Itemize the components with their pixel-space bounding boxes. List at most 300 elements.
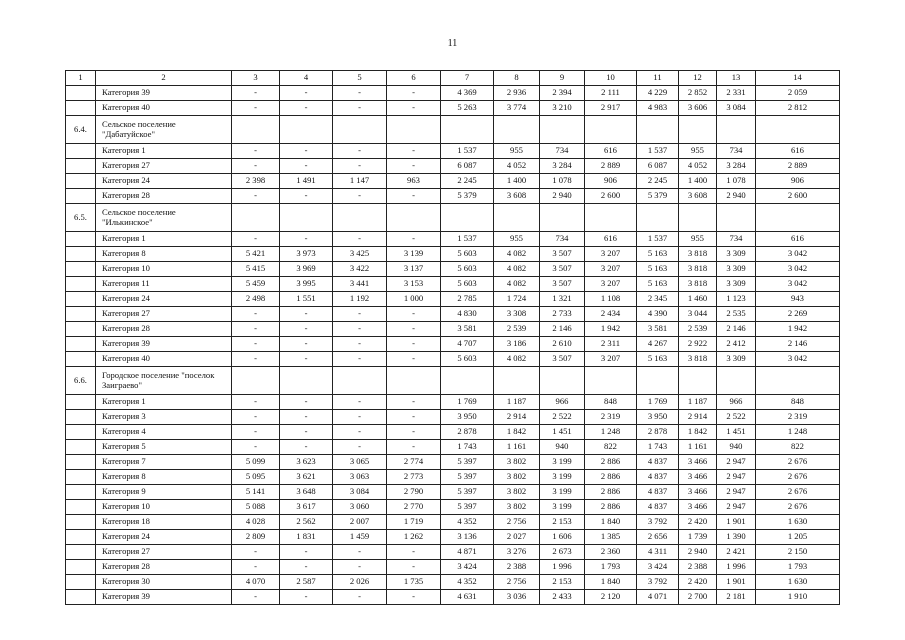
value-cell: 3 950 bbox=[637, 410, 679, 425]
value-cell: 1 793 bbox=[585, 560, 637, 575]
value-cell: 1 078 bbox=[717, 174, 756, 189]
value-cell: 4 871 bbox=[441, 545, 494, 560]
value-cell: 2 878 bbox=[441, 425, 494, 440]
tariff-table bbox=[65, 70, 840, 605]
column-header: 10 bbox=[585, 71, 637, 86]
value-cell: 2 433 bbox=[540, 590, 585, 605]
value-cell: 3 818 bbox=[679, 262, 717, 277]
row-number: 6.4. bbox=[66, 116, 96, 144]
value-cell: 3 581 bbox=[637, 322, 679, 337]
category-name: Категория 5 bbox=[96, 440, 232, 455]
value-cell: 2 878 bbox=[637, 425, 679, 440]
value-cell: 3 042 bbox=[756, 277, 840, 292]
value-cell: 3 084 bbox=[717, 101, 756, 116]
table-row bbox=[66, 247, 840, 262]
value-cell: 1 901 bbox=[717, 575, 756, 590]
value-cell: 2 319 bbox=[585, 410, 637, 425]
value-cell: - bbox=[232, 395, 280, 410]
value-cell: 4 082 bbox=[494, 247, 540, 262]
table-row bbox=[66, 575, 840, 590]
value-cell: 1 451 bbox=[717, 425, 756, 440]
value-cell: 5 163 bbox=[637, 262, 679, 277]
value-cell: 1 537 bbox=[441, 144, 494, 159]
value-cell: 734 bbox=[540, 144, 585, 159]
value-cell: - bbox=[333, 144, 387, 159]
value-cell bbox=[717, 367, 756, 395]
category-name: Категория 18 bbox=[96, 515, 232, 530]
value-cell: 966 bbox=[540, 395, 585, 410]
value-cell: 3 623 bbox=[280, 455, 333, 470]
value-cell: 5 099 bbox=[232, 455, 280, 470]
column-header-row bbox=[66, 71, 840, 86]
value-cell: 2 886 bbox=[585, 470, 637, 485]
value-cell: 1 719 bbox=[387, 515, 441, 530]
value-cell: 1 451 bbox=[540, 425, 585, 440]
value-cell: 2 111 bbox=[585, 86, 637, 101]
value-cell: - bbox=[280, 159, 333, 174]
value-cell: 2 922 bbox=[679, 337, 717, 352]
row-number bbox=[66, 262, 96, 277]
value-cell: 3 063 bbox=[333, 470, 387, 485]
value-cell: 3 818 bbox=[679, 247, 717, 262]
row-number bbox=[66, 410, 96, 425]
value-cell: 3 207 bbox=[585, 247, 637, 262]
category-name: Категория 1 bbox=[96, 395, 232, 410]
table-row bbox=[66, 292, 840, 307]
table-row bbox=[66, 189, 840, 204]
category-name: Категория 1 bbox=[96, 144, 232, 159]
table-row bbox=[66, 440, 840, 455]
value-cell: 2 886 bbox=[585, 485, 637, 500]
value-cell: - bbox=[280, 232, 333, 247]
value-cell: 4 071 bbox=[637, 590, 679, 605]
value-cell: 1 460 bbox=[679, 292, 717, 307]
value-cell: 2 947 bbox=[717, 500, 756, 515]
value-cell: 5 397 bbox=[441, 485, 494, 500]
value-cell bbox=[280, 367, 333, 395]
value-cell: 2 600 bbox=[585, 189, 637, 204]
value-cell: - bbox=[232, 410, 280, 425]
category-name: Категория 10 bbox=[96, 500, 232, 515]
value-cell: 4 631 bbox=[441, 590, 494, 605]
value-cell: - bbox=[280, 440, 333, 455]
category-name: Категория 4 bbox=[96, 425, 232, 440]
value-cell: 3 060 bbox=[333, 500, 387, 515]
value-cell: - bbox=[333, 440, 387, 455]
value-cell: 2 947 bbox=[717, 470, 756, 485]
table-row bbox=[66, 455, 840, 470]
value-cell: 2 269 bbox=[756, 307, 840, 322]
value-cell: 2 773 bbox=[387, 470, 441, 485]
value-cell: 1 901 bbox=[717, 515, 756, 530]
table-row bbox=[66, 352, 840, 367]
value-cell: - bbox=[387, 144, 441, 159]
category-name: Категория 27 bbox=[96, 545, 232, 560]
value-cell: 2 940 bbox=[679, 545, 717, 560]
value-cell: 1 942 bbox=[585, 322, 637, 337]
value-cell: 2 146 bbox=[717, 322, 756, 337]
column-header: 4 bbox=[280, 71, 333, 86]
value-cell: 3 042 bbox=[756, 352, 840, 367]
row-number bbox=[66, 307, 96, 322]
row-number bbox=[66, 292, 96, 307]
value-cell bbox=[494, 367, 540, 395]
value-cell: 955 bbox=[494, 232, 540, 247]
row-number bbox=[66, 485, 96, 500]
value-cell: - bbox=[387, 101, 441, 116]
value-cell: 3 802 bbox=[494, 485, 540, 500]
value-cell: 4 082 bbox=[494, 262, 540, 277]
value-cell: 3 308 bbox=[494, 307, 540, 322]
value-cell bbox=[232, 204, 280, 232]
row-number bbox=[66, 470, 96, 485]
row-number bbox=[66, 455, 96, 470]
row-number bbox=[66, 144, 96, 159]
value-cell: 940 bbox=[717, 440, 756, 455]
value-cell: 3 802 bbox=[494, 470, 540, 485]
table-row bbox=[66, 159, 840, 174]
value-cell: 1 630 bbox=[756, 575, 840, 590]
value-cell: 2 562 bbox=[280, 515, 333, 530]
value-cell: 1 400 bbox=[494, 174, 540, 189]
value-cell: - bbox=[232, 307, 280, 322]
value-cell: 3 802 bbox=[494, 500, 540, 515]
value-cell: 2 673 bbox=[540, 545, 585, 560]
value-cell: 2 889 bbox=[756, 159, 840, 174]
value-cell bbox=[585, 204, 637, 232]
row-number bbox=[66, 425, 96, 440]
value-cell: 906 bbox=[585, 174, 637, 189]
table-row bbox=[66, 425, 840, 440]
value-cell: - bbox=[333, 337, 387, 352]
value-cell: 822 bbox=[756, 440, 840, 455]
value-cell: 5 603 bbox=[441, 262, 494, 277]
section-row bbox=[66, 116, 840, 144]
value-cell: 1 248 bbox=[585, 425, 637, 440]
table-row bbox=[66, 174, 840, 189]
value-cell: - bbox=[387, 307, 441, 322]
value-cell: 5 379 bbox=[637, 189, 679, 204]
value-cell: 616 bbox=[585, 144, 637, 159]
value-cell: 3 210 bbox=[540, 101, 585, 116]
value-cell: - bbox=[280, 560, 333, 575]
value-cell: 1 385 bbox=[585, 530, 637, 545]
value-cell: 1 537 bbox=[637, 232, 679, 247]
value-cell: 2 917 bbox=[585, 101, 637, 116]
table-row bbox=[66, 101, 840, 116]
value-cell: 2 146 bbox=[756, 337, 840, 352]
value-cell: 2 394 bbox=[540, 86, 585, 101]
value-cell: - bbox=[387, 322, 441, 337]
value-cell: - bbox=[232, 189, 280, 204]
value-cell bbox=[585, 367, 637, 395]
value-cell: - bbox=[232, 322, 280, 337]
value-cell: 3 608 bbox=[679, 189, 717, 204]
value-cell: 4 369 bbox=[441, 86, 494, 101]
value-cell: 5 163 bbox=[637, 352, 679, 367]
value-cell: - bbox=[280, 189, 333, 204]
table-row bbox=[66, 410, 840, 425]
value-cell: 1 000 bbox=[387, 292, 441, 307]
value-cell: 2 146 bbox=[540, 322, 585, 337]
value-cell: 3 422 bbox=[333, 262, 387, 277]
category-name: Категория 30 bbox=[96, 575, 232, 590]
table-row bbox=[66, 560, 840, 575]
value-cell: 1 161 bbox=[494, 440, 540, 455]
value-cell: 2 153 bbox=[540, 575, 585, 590]
value-cell: 1 840 bbox=[585, 575, 637, 590]
value-cell bbox=[333, 204, 387, 232]
value-cell: 3 802 bbox=[494, 455, 540, 470]
value-cell: 2 610 bbox=[540, 337, 585, 352]
value-cell: 5 163 bbox=[637, 277, 679, 292]
value-cell: - bbox=[232, 159, 280, 174]
value-cell: - bbox=[387, 590, 441, 605]
value-cell: 2 059 bbox=[756, 86, 840, 101]
value-cell bbox=[232, 367, 280, 395]
value-cell: - bbox=[387, 352, 441, 367]
value-cell: - bbox=[387, 395, 441, 410]
value-cell: 3 186 bbox=[494, 337, 540, 352]
table-row bbox=[66, 262, 840, 277]
column-header: 7 bbox=[441, 71, 494, 86]
value-cell: - bbox=[280, 395, 333, 410]
row-number bbox=[66, 101, 96, 116]
value-cell bbox=[387, 204, 441, 232]
category-name: Категория 39 bbox=[96, 86, 232, 101]
value-cell: 5 379 bbox=[441, 189, 494, 204]
value-cell: 3 309 bbox=[717, 262, 756, 277]
value-cell: 1 537 bbox=[441, 232, 494, 247]
value-cell bbox=[232, 116, 280, 144]
value-cell: 1 630 bbox=[756, 515, 840, 530]
value-cell bbox=[717, 116, 756, 144]
row-number bbox=[66, 247, 96, 262]
row-number bbox=[66, 545, 96, 560]
value-cell: 2 947 bbox=[717, 485, 756, 500]
table-row bbox=[66, 515, 840, 530]
value-cell: - bbox=[333, 395, 387, 410]
value-cell: 3 507 bbox=[540, 352, 585, 367]
value-cell: 3 424 bbox=[637, 560, 679, 575]
value-cell: - bbox=[333, 590, 387, 605]
category-name: Категория 7 bbox=[96, 455, 232, 470]
category-name: Категория 24 bbox=[96, 530, 232, 545]
value-cell: 5 397 bbox=[441, 500, 494, 515]
value-cell: 3 199 bbox=[540, 470, 585, 485]
value-cell: 1 161 bbox=[679, 440, 717, 455]
category-name: Категория 1 bbox=[96, 232, 232, 247]
value-cell: 1 123 bbox=[717, 292, 756, 307]
value-cell bbox=[441, 116, 494, 144]
value-cell: 3 084 bbox=[333, 485, 387, 500]
value-cell: 4 983 bbox=[637, 101, 679, 116]
value-cell bbox=[585, 116, 637, 144]
value-cell: 906 bbox=[756, 174, 840, 189]
value-cell bbox=[494, 116, 540, 144]
category-name: Категория 28 bbox=[96, 560, 232, 575]
category-name: Категория 8 bbox=[96, 470, 232, 485]
value-cell: 2 889 bbox=[585, 159, 637, 174]
value-cell: 1 793 bbox=[756, 560, 840, 575]
value-cell: 1 147 bbox=[333, 174, 387, 189]
category-name: Категория 27 bbox=[96, 159, 232, 174]
value-cell: 5 163 bbox=[637, 247, 679, 262]
value-cell: 2 914 bbox=[679, 410, 717, 425]
value-cell: - bbox=[232, 560, 280, 575]
value-cell: 5 141 bbox=[232, 485, 280, 500]
value-cell: - bbox=[280, 307, 333, 322]
value-cell: 4 390 bbox=[637, 307, 679, 322]
value-cell: 2 676 bbox=[756, 485, 840, 500]
value-cell: 3 425 bbox=[333, 247, 387, 262]
row-number bbox=[66, 575, 96, 590]
value-cell: - bbox=[232, 86, 280, 101]
value-cell: 2 331 bbox=[717, 86, 756, 101]
value-cell: 3 621 bbox=[280, 470, 333, 485]
value-cell: 1 491 bbox=[280, 174, 333, 189]
value-cell: 1 187 bbox=[494, 395, 540, 410]
value-cell bbox=[679, 116, 717, 144]
table-row bbox=[66, 590, 840, 605]
row-number bbox=[66, 500, 96, 515]
value-cell: - bbox=[232, 352, 280, 367]
value-cell: 2 150 bbox=[756, 545, 840, 560]
value-cell: 1 400 bbox=[679, 174, 717, 189]
value-cell: 2 421 bbox=[717, 545, 756, 560]
value-cell: 4 082 bbox=[494, 277, 540, 292]
value-cell: 1 187 bbox=[679, 395, 717, 410]
value-cell bbox=[679, 367, 717, 395]
section-title: Сельское поселение "Дабатуйское" bbox=[96, 116, 232, 144]
value-cell: 3 207 bbox=[585, 262, 637, 277]
table-row bbox=[66, 144, 840, 159]
value-cell: 1 108 bbox=[585, 292, 637, 307]
value-cell: 3 309 bbox=[717, 277, 756, 292]
table-row bbox=[66, 500, 840, 515]
value-cell: 2 700 bbox=[679, 590, 717, 605]
value-cell: - bbox=[387, 425, 441, 440]
value-cell: 3 507 bbox=[540, 277, 585, 292]
table-row bbox=[66, 545, 840, 560]
value-cell: 3 284 bbox=[540, 159, 585, 174]
value-cell: 2 539 bbox=[494, 322, 540, 337]
value-cell: 1 769 bbox=[637, 395, 679, 410]
category-name: Категория 28 bbox=[96, 189, 232, 204]
category-name: Категория 3 bbox=[96, 410, 232, 425]
value-cell: 5 397 bbox=[441, 455, 494, 470]
value-cell: 2 434 bbox=[585, 307, 637, 322]
value-cell: 3 284 bbox=[717, 159, 756, 174]
value-cell: 734 bbox=[540, 232, 585, 247]
value-cell: - bbox=[387, 189, 441, 204]
category-name: Категория 8 bbox=[96, 247, 232, 262]
value-cell: 2 311 bbox=[585, 337, 637, 352]
table-row bbox=[66, 530, 840, 545]
category-name: Категория 24 bbox=[96, 174, 232, 189]
row-number bbox=[66, 590, 96, 605]
row-number bbox=[66, 277, 96, 292]
section-title: Сельское поселение "Илькинское" bbox=[96, 204, 232, 232]
value-cell: 2 539 bbox=[679, 322, 717, 337]
value-cell: 943 bbox=[756, 292, 840, 307]
value-cell: 2 181 bbox=[717, 590, 756, 605]
value-cell: 2 498 bbox=[232, 292, 280, 307]
value-cell: 734 bbox=[717, 144, 756, 159]
value-cell: 3 042 bbox=[756, 262, 840, 277]
value-cell bbox=[387, 116, 441, 144]
value-cell: 2 522 bbox=[717, 410, 756, 425]
table-body bbox=[66, 86, 840, 605]
value-cell: 2 812 bbox=[756, 101, 840, 116]
value-cell: 2 388 bbox=[679, 560, 717, 575]
value-cell: 848 bbox=[756, 395, 840, 410]
value-cell: - bbox=[387, 159, 441, 174]
value-cell: - bbox=[232, 590, 280, 605]
row-number bbox=[66, 530, 96, 545]
value-cell: 2 790 bbox=[387, 485, 441, 500]
row-number: 6.6. bbox=[66, 367, 96, 395]
value-cell: 2 535 bbox=[717, 307, 756, 322]
value-cell: 2 600 bbox=[756, 189, 840, 204]
value-cell: 3 792 bbox=[637, 575, 679, 590]
column-header: 1 bbox=[66, 71, 96, 86]
value-cell: 4 311 bbox=[637, 545, 679, 560]
row-number bbox=[66, 560, 96, 575]
value-cell: 848 bbox=[585, 395, 637, 410]
value-cell: 4 837 bbox=[637, 470, 679, 485]
value-cell: - bbox=[387, 410, 441, 425]
value-cell: 2 245 bbox=[637, 174, 679, 189]
value-cell: 3 207 bbox=[585, 277, 637, 292]
value-cell: - bbox=[333, 352, 387, 367]
row-number bbox=[66, 232, 96, 247]
column-header: 5 bbox=[333, 71, 387, 86]
value-cell: - bbox=[333, 232, 387, 247]
value-cell: 2 026 bbox=[333, 575, 387, 590]
value-cell: 6 087 bbox=[441, 159, 494, 174]
value-cell: 940 bbox=[540, 440, 585, 455]
column-header: 8 bbox=[494, 71, 540, 86]
value-cell: 4 052 bbox=[679, 159, 717, 174]
section-row bbox=[66, 204, 840, 232]
column-header: 3 bbox=[232, 71, 280, 86]
row-number bbox=[66, 322, 96, 337]
value-cell: 2 940 bbox=[717, 189, 756, 204]
value-cell bbox=[637, 204, 679, 232]
value-cell: 4 352 bbox=[441, 515, 494, 530]
value-cell: 2 852 bbox=[679, 86, 717, 101]
value-cell: 3 042 bbox=[756, 247, 840, 262]
table-row bbox=[66, 395, 840, 410]
row-number bbox=[66, 86, 96, 101]
value-cell: 5 603 bbox=[441, 352, 494, 367]
category-name: Категория 39 bbox=[96, 337, 232, 352]
value-cell: - bbox=[333, 101, 387, 116]
value-cell: 2 027 bbox=[494, 530, 540, 545]
value-cell: 1 942 bbox=[756, 322, 840, 337]
value-cell: 955 bbox=[679, 144, 717, 159]
value-cell: - bbox=[387, 560, 441, 575]
value-cell: 822 bbox=[585, 440, 637, 455]
value-cell: - bbox=[280, 101, 333, 116]
value-cell: 3 466 bbox=[679, 470, 717, 485]
value-cell: - bbox=[387, 86, 441, 101]
value-cell bbox=[637, 116, 679, 144]
value-cell: 1 840 bbox=[585, 515, 637, 530]
value-cell: 2 785 bbox=[441, 292, 494, 307]
value-cell: - bbox=[387, 232, 441, 247]
